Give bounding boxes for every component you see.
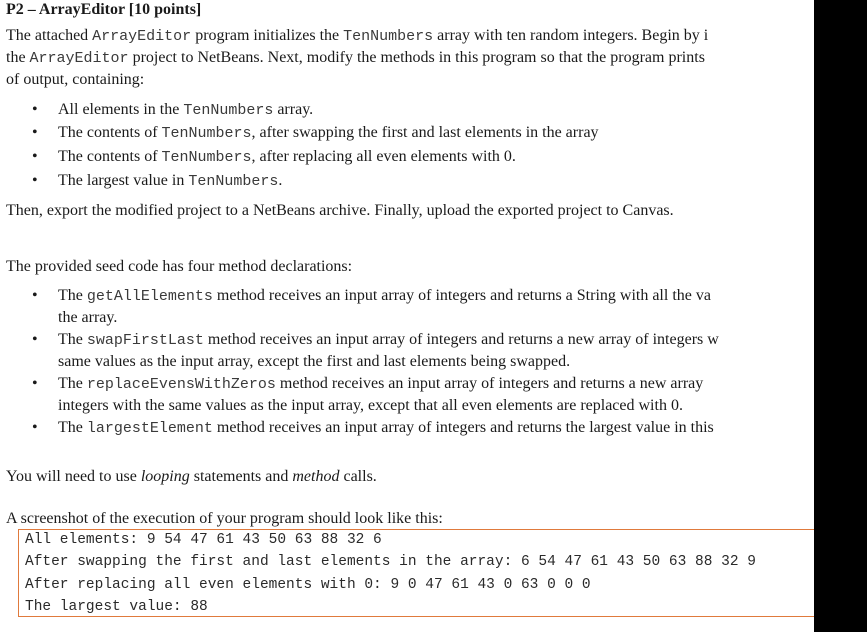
code-arrayeditor: ArrayEditor [29, 50, 129, 67]
output-bullet-4 [32, 171, 282, 192]
text: method receives an input array of integers and returns a new array [275, 375, 704, 392]
code-tennumbers: TenNumbers [161, 125, 252, 142]
console-line-1: All elements: 9 54 47 61 43 50 63 88 32 6 [25, 532, 382, 548]
text: All elements in the [58, 101, 184, 118]
code-arrayeditor: ArrayEditor [92, 28, 192, 45]
method-bullet-1-cont: the array. [58, 309, 118, 326]
output-bullet-2 [32, 123, 599, 144]
intro-line-3: of output, containing: [6, 71, 145, 88]
text: The [58, 375, 87, 392]
bullet-icon: • [32, 375, 38, 392]
bullet-icon: • [32, 419, 38, 436]
problem-heading: P2 – ArrayEditor [10 points] [6, 1, 202, 18]
text: method receives an input array of integers and returns a new array of integers w [203, 331, 719, 348]
text: The largest value in [58, 172, 189, 189]
bullet-icon: • [32, 148, 38, 165]
bullet-icon: • [32, 331, 38, 348]
bullet-icon: • [32, 124, 38, 141]
code-tennumbers: TenNumbers [343, 28, 434, 45]
method-bullet-3 [32, 374, 703, 395]
emphasis-looping: looping [140, 468, 190, 485]
text: The [58, 287, 87, 304]
method-bullet-1 [32, 286, 711, 307]
code-method-name: swapFirstLast [86, 332, 204, 349]
screenshot-intro: A screenshot of the execution of your program should look like this: [6, 510, 443, 527]
console-line-4: The largest value: 88 [25, 599, 208, 615]
text: The contents of [58, 124, 162, 141]
code-method-name: getAllElements [86, 288, 213, 305]
bullet-icon: • [32, 172, 38, 189]
text: The attached [6, 27, 93, 44]
text: The [58, 331, 87, 348]
text: You will need to use [6, 468, 141, 485]
text: array with ten random integers. Begin by i [433, 27, 709, 44]
bullet-icon: • [32, 101, 38, 118]
text: project to NetBeans. Next, modify the methods in this program so that the program prints [128, 49, 705, 66]
output-bullet-1 [32, 100, 313, 121]
text: , after swapping the first and last elements in the array [251, 124, 599, 141]
text: program initializes the [191, 27, 344, 44]
code-tennumbers: TenNumbers [183, 102, 274, 119]
export-instruction: Then, export the modified project to a NetBeans archive. Finally, upload the exported project to Canvas. [6, 202, 674, 219]
text: The contents of [58, 148, 162, 165]
text: the [6, 49, 30, 66]
bullet-icon: • [32, 287, 38, 304]
code-tennumbers: TenNumbers [188, 173, 279, 190]
console-line-2: After swapping the first and last elements in the array: 6 54 47 61 43 50 63 88 32 9 [25, 554, 756, 570]
text: The [58, 419, 87, 436]
seed-code-intro: The provided seed code has four method declarations: [6, 258, 353, 275]
text: method receives an input array of integers and returns the largest value in this [212, 419, 714, 436]
method-bullet-2 [32, 330, 719, 351]
text: . [278, 172, 283, 189]
code-tennumbers: TenNumbers [161, 149, 252, 166]
intro-line-2 [6, 48, 705, 69]
text: calls. [339, 468, 377, 485]
code-method-name: largestElement [86, 420, 213, 437]
program-output-console [18, 529, 850, 617]
emphasis-method: method [292, 468, 340, 485]
text: array. [273, 101, 314, 118]
method-bullet-2-cont: same values as the input array, except the first and last elements being swapped. [58, 353, 571, 370]
console-line-3: After replacing all even elements with 0: 9 0 47 61 43 0 63 0 0 0 [25, 577, 591, 593]
looping-note [6, 467, 377, 487]
text: statements and [189, 468, 293, 485]
intro-line-1 [6, 26, 708, 47]
code-method-name: replaceEvensWithZeros [86, 376, 276, 393]
method-bullet-3-cont: integers with the same values as the input array, except that all even elements are replaced with 0. [58, 397, 683, 414]
black-edge-bar [814, 0, 867, 632]
text: method receives an input array of integers and returns a String with all the va [212, 287, 711, 304]
text: , after replacing all even elements with 0. [251, 148, 516, 165]
output-bullet-3 [32, 147, 516, 168]
method-bullet-4 [32, 418, 714, 439]
